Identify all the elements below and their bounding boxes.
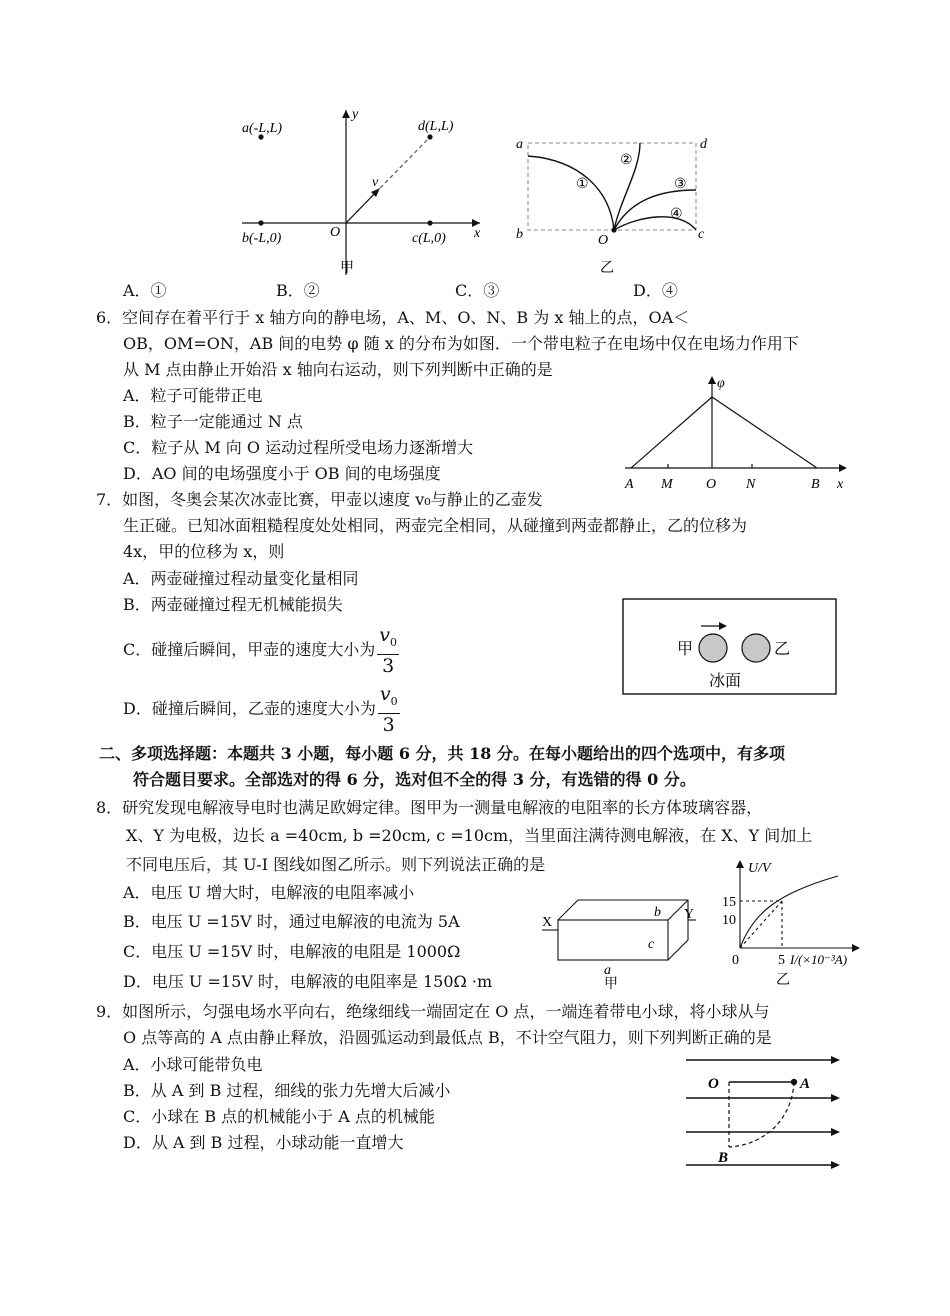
q8-graph-x0: 0 — [732, 953, 739, 968]
q7-option-b[interactable]: B．两壶碰撞过程无机械能损失 — [123, 595, 343, 614]
figure-q8-ui-graph — [718, 858, 863, 993]
q6-option-d[interactable]: D．AO 间的电场强度小于 OB 间的电场强度 — [123, 464, 441, 483]
point-c-dot — [427, 220, 432, 225]
label-velocity: v — [372, 175, 379, 190]
frac-den: 3 — [382, 654, 395, 677]
label-a: a(-L,L) — [242, 121, 283, 136]
q7-option-c[interactable] — [123, 624, 399, 677]
fraction-v0-over-3 — [377, 624, 399, 677]
q6-stem-line1: 6．空间存在着平行于 x 轴方向的静电场，A、M、O、N、B 为 x 轴上的点，OA＜ — [96, 308, 690, 327]
q8-label-b: b — [654, 905, 661, 920]
q9-label-O: O — [708, 1076, 719, 1092]
q8-label-a: a — [604, 963, 611, 978]
figure-q7-curling — [622, 598, 838, 696]
q8-option-a[interactable]: A．电压 U 增大时，电解液的电阻率减小 — [123, 883, 415, 902]
q8-option-c[interactable]: C．电压 U =15V 时，电解液的电阻是 1000Ω — [123, 942, 461, 961]
label-axis-x: x — [474, 226, 481, 241]
corner-b: b — [516, 227, 523, 242]
q7-stem-line1: 7．如图，冬奥会某次冰壶比赛，甲壶以速度 v₀与静止的乙壶发 — [96, 490, 543, 509]
q6-option-a[interactable]: A．粒子可能带正电 — [123, 386, 263, 405]
q9-label-B: B — [718, 1150, 729, 1166]
q9-option-d[interactable]: D．从 A 到 B 过程，小球动能一直增大 — [123, 1133, 404, 1152]
q8-stem-line1: 8．研究发现电解液导电时也满足欧姆定律。图甲为一测量电解液的电阻率的长方体玻璃容器， — [96, 798, 763, 817]
q8-stem-line2: X、Y 为电极，边长 a =40cm, b =20cm, c =10cm，当里面注满待测电解液，在 X、Y 间加上 — [126, 826, 813, 845]
section2-heading-line1: 二、多项选择题：本题共 3 小题，每小题 6 分，共 18 分。在每小题给出的四个选项中，有多项 — [99, 744, 785, 763]
label-b: b(-L,0) — [242, 231, 282, 246]
corner-a: a — [516, 137, 523, 152]
q6-stem-line2: OB，OM=ON，AB 间的电势 φ 随 x 的分布为如图．一个带电粒子在电场中仅在电场力作用下 — [123, 334, 799, 353]
q7-stem-line3: 4x，甲的位移为 x，则 — [123, 542, 285, 561]
path-3-label: ③ — [674, 177, 687, 192]
q8-graph-ylabel: U/V — [748, 861, 771, 876]
q8-graph-x5: 5 — [778, 953, 785, 968]
q6-stem-line3: 从 M 点由静止开始沿 x 轴向右运动，则下列判断中正确的是 — [123, 360, 553, 379]
figure-q8-container — [538, 890, 698, 990]
q9-stem-line2: O 点等高的 A 点由静止释放，沿圆弧运动到最低点 B，不计空气阻力，则下列判断正确的是 — [123, 1028, 772, 1047]
q7-label-yi: 乙 — [774, 641, 791, 658]
label-d: d(L,L) — [418, 119, 454, 134]
path-4-label: ④ — [670, 207, 683, 222]
q6-label-x: x — [837, 477, 844, 492]
q8-stem-line3: 不同电压后，其 U-I 图线如图乙所示。则下列说法正确的是 — [126, 855, 546, 874]
q9-stem-line1: 9．如图所示，匀强电场水平向右，绝缘细线一端固定在 O 点，一端连着带电小球，将小球从与 — [96, 1002, 770, 1021]
label-origin: O — [330, 225, 341, 240]
stone-yi — [742, 634, 770, 662]
q6-label-O: O — [706, 477, 717, 492]
stone-jia — [699, 634, 727, 662]
q7-label-jia: 甲 — [677, 641, 694, 658]
fraction-v0-over-3 — [378, 683, 400, 736]
frac-sub: 0 — [390, 694, 398, 708]
q6-label-N: N — [746, 477, 756, 492]
caption-yi: 乙 — [600, 261, 614, 276]
q7-label-ice: 冰面 — [709, 673, 742, 690]
figure-jia-coordinates — [230, 100, 490, 280]
q7-option-d[interactable] — [123, 683, 400, 736]
q8-graph-xlabel: I/(×10⁻³A) — [790, 952, 848, 967]
q8-caption-jia: 甲 — [604, 977, 618, 990]
q8-graph-y15: 15 — [722, 895, 736, 910]
q5-option-d[interactable]: D．④ — [633, 281, 678, 300]
q6-label-B: B — [811, 477, 820, 492]
frac-num: v — [379, 624, 390, 646]
q6-option-b[interactable]: B．粒子一定能通过 N 点 — [123, 412, 303, 431]
q5-option-a[interactable]: A．① — [123, 281, 167, 300]
q6-option-c[interactable]: C．粒子从 M 向 O 运动过程所受电场力逐渐增大 — [123, 438, 474, 457]
q9-option-a[interactable]: A．小球可能带负电 — [123, 1055, 263, 1074]
label-origin-yi: O — [598, 233, 609, 248]
q8-graph-y10: 10 — [722, 913, 736, 928]
figure-q9-field — [684, 1050, 844, 1175]
q8-option-d[interactable]: D．电压 U =15V 时，电解液的电阻率是 150Ω ·m — [123, 972, 493, 991]
q7-option-d-text: D．碰撞后瞬间，乙壶的速度大小为 — [123, 698, 376, 718]
q8-label-c: c — [648, 937, 655, 952]
figure-yi-trajectories — [510, 130, 720, 280]
point-b-dot — [258, 220, 263, 225]
q7-option-a[interactable]: A．两壶碰撞过程动量变化量相同 — [123, 569, 359, 588]
point-d-dot — [427, 134, 432, 139]
section2-heading-line2: 符合题目要求。全部选对的得 6 分，选对但不全的得 3 分，有选错的得 0 分。 — [133, 770, 696, 789]
q6-label-M: M — [661, 477, 673, 492]
q8-option-b[interactable]: B．电压 U =15V 时，通过电解液的电流为 5A — [123, 912, 460, 931]
path-2-label: ② — [620, 153, 633, 168]
corner-d: d — [700, 137, 707, 152]
frac-num: v — [379, 683, 391, 705]
q9-label-A: A — [800, 1076, 811, 1092]
path-1-label: ① — [576, 177, 589, 192]
label-axis-y: y — [352, 107, 359, 122]
frac-sub: 0 — [389, 635, 397, 649]
q5-option-c[interactable]: C．③ — [455, 281, 500, 300]
q9-option-c[interactable]: C．小球在 B 点的机械能小于 A 点的机械能 — [123, 1107, 435, 1126]
q7-option-c-text: C．碰撞后瞬间，甲壶的速度大小为 — [123, 639, 376, 659]
q7-stem-line2: 生正碰。已知冰面粗糙程度处处相同，两壶完全相同，从碰撞到两壶都静止，乙的位移为 — [123, 516, 748, 535]
q9-option-b[interactable]: B．从 A 到 B 过程，细线的张力先增大后减小 — [123, 1081, 451, 1100]
caption-jia: 甲 — [340, 261, 354, 276]
label-c: c(L,0) — [412, 231, 446, 246]
q8-label-X: X — [542, 915, 553, 930]
q8-caption-yi: 乙 — [776, 973, 790, 988]
q6-label-phi: φ — [717, 376, 725, 391]
figure-q6-potential — [615, 370, 855, 495]
q6-label-A: A — [625, 477, 634, 492]
corner-c: c — [698, 227, 705, 242]
q5-option-b[interactable]: B．② — [276, 281, 320, 300]
q8-label-Y: Y — [684, 907, 695, 922]
frac-den: 3 — [382, 713, 395, 736]
ball-dot — [791, 1079, 797, 1085]
origin-dot — [611, 227, 616, 232]
